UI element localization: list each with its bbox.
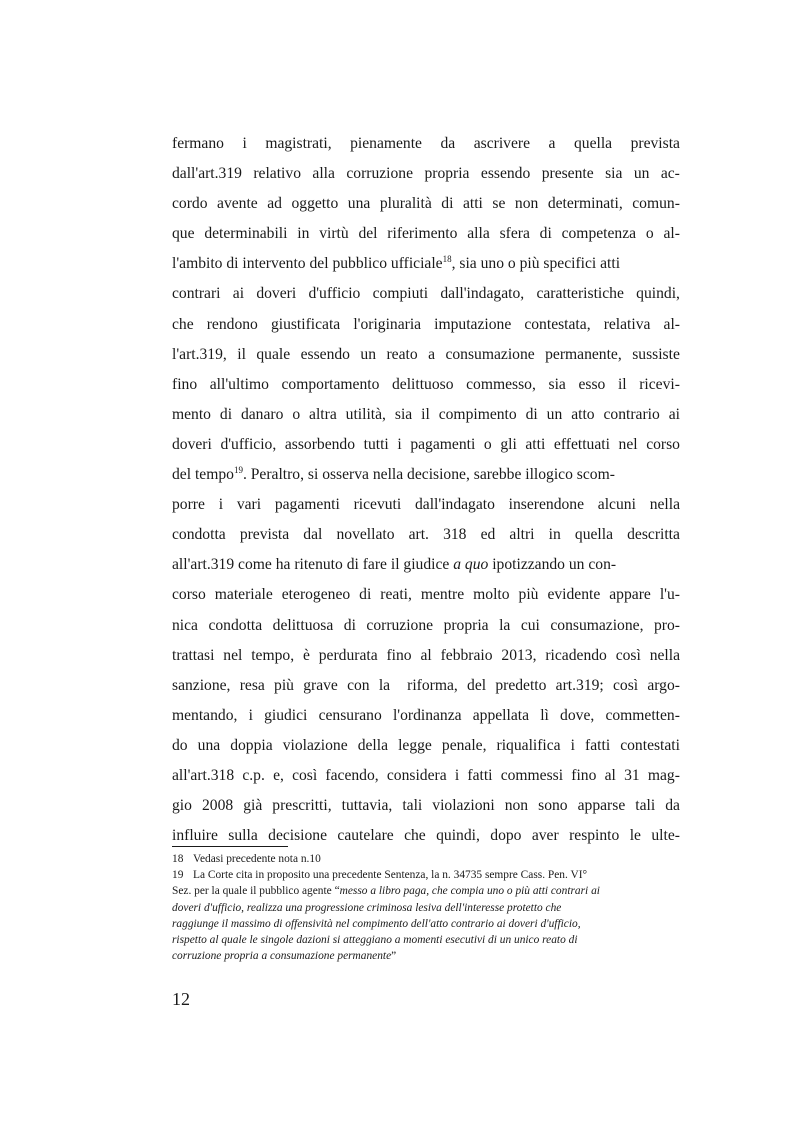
- word: reato: [386, 345, 418, 363]
- word: ulte-: [651, 827, 680, 845]
- word: assorbendo: [284, 435, 356, 453]
- body-line: [172, 490, 680, 520]
- word: gli: [500, 435, 517, 453]
- footnote-ref-19[interactable]: 19: [233, 464, 243, 475]
- body-text: [172, 129, 680, 851]
- word: giudici: [264, 706, 308, 724]
- word: fino: [172, 375, 198, 393]
- word: considera: [386, 766, 447, 784]
- footnote-number: 18: [172, 853, 184, 865]
- word: art.: [408, 526, 429, 544]
- word: essendo: [300, 345, 350, 363]
- word: tali: [635, 797, 656, 815]
- word: fino: [386, 646, 412, 664]
- word: fino: [571, 766, 597, 784]
- word: e,: [273, 766, 284, 784]
- word: violazione: [282, 736, 348, 754]
- word: non: [514, 195, 539, 213]
- word: pagamenti: [410, 435, 476, 453]
- word: all'ultimo: [209, 375, 269, 393]
- word: caratteristiche: [536, 285, 624, 303]
- word: sfera: [499, 225, 530, 243]
- word: doveri: [172, 435, 212, 453]
- footnotes: [172, 851, 684, 964]
- word: mentando,: [172, 706, 238, 724]
- word: ricevuti: [353, 496, 402, 514]
- word: che: [172, 315, 194, 333]
- word: mag-: [647, 766, 680, 784]
- word: un: [546, 405, 563, 423]
- body-line: [172, 701, 680, 731]
- word: effettuati: [553, 435, 610, 453]
- word: prescritti,: [272, 797, 332, 815]
- word: il: [237, 345, 246, 363]
- word: altra: [309, 405, 337, 423]
- word: dove,: [560, 706, 595, 724]
- word: quella: [573, 135, 613, 152]
- word: l'u-: [659, 586, 680, 604]
- word: più: [518, 586, 539, 604]
- word: contrari: [172, 285, 221, 303]
- footnote-19-line: [172, 900, 684, 916]
- word: un: [360, 345, 377, 363]
- word: tutti: [363, 435, 389, 453]
- word: riforma,: [399, 676, 458, 694]
- word: con: [347, 676, 370, 694]
- word: pagamenti: [274, 496, 340, 514]
- word: d'ufficio,: [220, 435, 277, 453]
- word: febbraio: [440, 646, 493, 664]
- body-line: [172, 340, 680, 370]
- word: da: [665, 797, 680, 815]
- word: al: [420, 646, 432, 664]
- word: condotta: [172, 526, 226, 544]
- word: predetto: [495, 676, 547, 694]
- word: lì: [540, 706, 549, 724]
- word: relativo: [253, 165, 301, 183]
- footnote-18: [172, 851, 684, 867]
- word: ricevi-: [639, 375, 680, 393]
- word: avente: [217, 195, 258, 213]
- word: pluralità: [379, 195, 432, 213]
- word: determinati,: [547, 195, 623, 213]
- word: essendo: [480, 165, 531, 183]
- word: vari: [236, 496, 262, 514]
- body-line: [172, 611, 680, 641]
- latin-phrase: a quo: [453, 556, 489, 574]
- word: quindi,: [636, 285, 680, 303]
- word: sia: [394, 405, 413, 423]
- body-line: [172, 279, 680, 309]
- body-line: [172, 430, 680, 460]
- word: materiale: [214, 586, 273, 604]
- word: respinto: [569, 827, 620, 845]
- word: atti: [462, 195, 483, 213]
- word: comportamento: [281, 375, 380, 393]
- word: sia: [548, 375, 566, 393]
- body-line: [172, 550, 680, 580]
- word: i: [397, 435, 402, 453]
- word: ai: [232, 285, 245, 303]
- word: fatti: [467, 766, 493, 784]
- body-line: [172, 580, 680, 610]
- word: fatti: [585, 736, 611, 754]
- word: i: [454, 766, 460, 784]
- word: il: [421, 405, 430, 423]
- word: la: [499, 616, 511, 634]
- footnote-quote: doveri d'ufficio, realizza una progressione criminosa lesiva dell'interesse protetto che: [172, 901, 562, 914]
- word: determinabili: [204, 225, 288, 243]
- footnote-19-line: [172, 932, 684, 948]
- word: dall'art.319: [172, 165, 242, 183]
- word: consumazione: [445, 345, 535, 363]
- word: corso: [172, 586, 206, 604]
- word: sono: [538, 797, 568, 815]
- body-text-run: . Peraltro, si osserva nella decisione, sarebbe illogico scom-: [242, 466, 615, 484]
- body-line: [172, 370, 680, 400]
- body-line: [172, 641, 680, 671]
- word: eterogeneo: [281, 586, 351, 604]
- word: tali: [402, 797, 423, 815]
- word: tuttavia,: [341, 797, 393, 815]
- word: la: [378, 676, 391, 694]
- footnote-quote: corruzione propria a consumazione permanente: [172, 950, 392, 963]
- body-text-run: , sia uno o più specifici atti: [451, 255, 621, 273]
- word: prevista: [630, 135, 680, 152]
- word: evidente: [547, 586, 601, 604]
- word: di: [539, 225, 552, 243]
- word: comun-: [632, 195, 680, 213]
- word: sulla: [228, 827, 258, 845]
- word: cui: [520, 616, 540, 634]
- word: atti: [525, 435, 546, 453]
- body-text-run: ipotizzando un con-: [488, 556, 617, 574]
- word: alcuni: [597, 496, 636, 514]
- word: che: [404, 827, 426, 845]
- word: appellata: [472, 706, 530, 724]
- word: contrario: [603, 405, 660, 423]
- body-line: [172, 249, 680, 279]
- word: i: [218, 496, 224, 514]
- word: aver: [531, 827, 559, 845]
- footnote-19-line: [172, 883, 684, 899]
- word: sia: [605, 165, 623, 183]
- word: appare: [609, 586, 651, 604]
- word: i: [248, 706, 253, 724]
- word: violazioni: [432, 797, 495, 815]
- word: quindi,: [436, 827, 480, 845]
- footnote-number: 19: [172, 869, 184, 882]
- word: dal: [303, 526, 323, 544]
- word: così: [292, 766, 318, 784]
- word: cordo: [172, 195, 208, 213]
- word: fermano: [172, 135, 224, 152]
- word: di: [441, 195, 454, 213]
- word: magistrati,: [265, 135, 332, 152]
- word: consumazione,: [550, 616, 644, 634]
- word: perdurata: [318, 646, 378, 664]
- footnote-19-line: [172, 948, 684, 964]
- word: le: [629, 827, 641, 845]
- word: imputazione: [434, 315, 512, 333]
- word: una: [197, 736, 221, 754]
- word: più: [274, 676, 294, 694]
- word: censurano: [318, 706, 382, 724]
- word: di: [359, 586, 372, 604]
- word: influire: [172, 827, 218, 845]
- body-line: [172, 310, 680, 340]
- footnote-quote: messo a libro paga, che compia uno o più atti contrari ai: [339, 885, 600, 898]
- body-line: [172, 189, 680, 219]
- word: contestati: [620, 736, 680, 754]
- word: nella: [649, 646, 680, 664]
- word: condotta: [208, 616, 263, 634]
- word: commessi: [500, 766, 564, 784]
- body-line: [172, 520, 680, 550]
- footnote-text: La Corte cita in proposito una precedente Sentenza, la n. 34735 sempre Cass. Pen. VI°: [193, 869, 588, 882]
- word: è: [302, 646, 310, 664]
- page-number: 12: [172, 989, 190, 1009]
- footnote-text: Sez. per la quale il pubblico agente “: [172, 885, 340, 898]
- body-line: [172, 460, 680, 490]
- word: nica: [172, 616, 198, 634]
- word: resa: [239, 676, 265, 694]
- word: delittuosa: [272, 616, 334, 634]
- body-text-run: all'art.319 come ha ritenuto di fare il giudice: [172, 556, 454, 574]
- word: quale: [256, 345, 291, 363]
- body-line: [172, 129, 680, 159]
- word: quella: [574, 526, 613, 544]
- word: a: [548, 135, 556, 152]
- word: descritta: [627, 526, 680, 544]
- word: mentre: [420, 586, 465, 604]
- word: o: [645, 225, 654, 243]
- word: ed: [480, 526, 496, 544]
- word: compiuti: [372, 285, 429, 303]
- word: ad: [267, 195, 282, 213]
- word: danaro: [240, 405, 284, 423]
- word: tempo,: [251, 646, 295, 664]
- word: gio: [172, 797, 192, 815]
- word: competenza: [561, 225, 637, 243]
- body-text-run: del tempo: [172, 466, 234, 484]
- word: corruzione: [346, 165, 414, 183]
- word: riferimento: [387, 225, 458, 243]
- word: pienamente: [350, 135, 422, 152]
- word: del: [467, 676, 487, 694]
- word: non: [504, 797, 529, 815]
- word: art.319;: [555, 676, 604, 694]
- word: trattasi: [172, 646, 215, 664]
- body-line: [172, 219, 680, 249]
- word: giustificata: [270, 315, 341, 333]
- word: 318: [443, 526, 467, 544]
- word: do: [172, 736, 188, 754]
- word: del: [358, 225, 378, 243]
- word: corruzione: [366, 616, 434, 634]
- word: dall'indagato: [415, 496, 495, 514]
- word: già: [243, 797, 263, 815]
- word: di: [219, 405, 233, 423]
- word: utilità,: [345, 405, 386, 423]
- footnote-text: ”: [391, 950, 397, 963]
- word: atto: [571, 405, 595, 423]
- word: nella: [649, 496, 680, 514]
- word: facendo,: [325, 766, 379, 784]
- word: al-: [663, 315, 680, 333]
- word: 2008: [201, 797, 234, 815]
- word: grave: [303, 676, 338, 694]
- word: al-: [663, 225, 680, 243]
- word: all'art.318: [172, 766, 235, 784]
- word: riqualifica: [496, 736, 561, 754]
- word: novellato: [336, 526, 395, 544]
- word: altri: [509, 526, 535, 544]
- word: così: [612, 676, 639, 694]
- word: in: [297, 225, 310, 243]
- word: l'originaria: [353, 315, 422, 333]
- word: doppia: [230, 736, 273, 754]
- word: al: [604, 766, 616, 784]
- footnote-quote: rispetto al quale le singole dazioni si atteggiano a momenti esecutivi di un unico reato di: [172, 934, 578, 947]
- word: sussiste: [632, 345, 680, 363]
- word: legge: [398, 736, 432, 754]
- word: apparse: [577, 797, 626, 815]
- word: ac-: [660, 165, 680, 183]
- word: que: [172, 225, 195, 243]
- word: così: [615, 646, 641, 664]
- word: decisione: [268, 827, 328, 845]
- word: da: [440, 135, 456, 152]
- word: o: [483, 435, 492, 453]
- footnote-ref-18[interactable]: 18: [442, 254, 452, 265]
- word: l'art.319,: [172, 345, 227, 363]
- body-line: [172, 671, 680, 701]
- word: nel: [223, 646, 243, 664]
- word: inserendone: [508, 496, 585, 514]
- word: delittuoso: [392, 375, 454, 393]
- word: l'ordinanza: [392, 706, 462, 724]
- word: permanente,: [545, 345, 622, 363]
- word: propria: [443, 616, 489, 634]
- word: i: [242, 135, 247, 152]
- word: molto: [473, 586, 510, 604]
- word: oggetto: [291, 195, 339, 213]
- word: propria: [424, 165, 470, 183]
- word: di: [525, 405, 538, 423]
- footnote-quote: raggiunge il massimo di offensività nel compimento dell'atto contrario ai doveri d'ufficio,: [172, 917, 581, 930]
- footnote-19-line: [172, 916, 684, 932]
- word: di: [343, 616, 356, 634]
- word: esso: [578, 375, 606, 393]
- word: 31: [624, 766, 640, 784]
- word: corso: [646, 435, 680, 453]
- word: il: [617, 375, 627, 393]
- word: contestata,: [524, 315, 591, 333]
- word: se: [492, 195, 506, 213]
- word: una: [347, 195, 371, 213]
- word: alla: [467, 225, 490, 243]
- body-line: [172, 159, 680, 189]
- word: d'ufficio: [308, 285, 361, 303]
- body-line: [172, 791, 680, 821]
- footnote-separator: [172, 846, 288, 847]
- word: penale,: [441, 736, 487, 754]
- word: della: [357, 736, 389, 754]
- body-line: [172, 731, 680, 761]
- footnote-text: Vedasi precedente nota n.10: [193, 853, 321, 865]
- word: commesso,: [466, 375, 536, 393]
- word: mento: [172, 405, 211, 423]
- body-text-run: l'ambito di intervento del pubblico ufficiale: [172, 255, 443, 273]
- word: doveri: [256, 285, 297, 303]
- word: c.p.: [242, 766, 265, 784]
- word: reati,: [380, 586, 412, 604]
- word: cautelare: [337, 827, 394, 845]
- word: alla: [312, 165, 335, 183]
- word: prevista: [239, 526, 290, 544]
- word: i: [570, 736, 575, 754]
- word: dopo: [490, 827, 522, 845]
- word: dall'indagato,: [440, 285, 525, 303]
- word: ai: [668, 405, 680, 423]
- word: a: [428, 345, 436, 363]
- body-line: [172, 400, 680, 430]
- word: presente: [541, 165, 594, 183]
- word: virtù: [319, 225, 349, 243]
- word: nel: [618, 435, 638, 453]
- word: pro-: [653, 616, 680, 634]
- word: argo-: [647, 676, 680, 694]
- word: rendono: [206, 315, 258, 333]
- word: o: [292, 405, 301, 423]
- word: compimento: [438, 405, 517, 423]
- word: porre: [172, 496, 205, 514]
- word: 2013,: [501, 646, 537, 664]
- word: commetten-: [605, 706, 680, 724]
- word: sanzione,: [172, 676, 231, 694]
- word: relativa: [603, 315, 651, 333]
- word: un: [633, 165, 650, 183]
- body-line: [172, 761, 680, 791]
- word: in: [548, 526, 561, 544]
- word: ascrivere: [473, 135, 531, 152]
- footnote-19: [172, 867, 684, 883]
- word: ricadendo: [545, 646, 607, 664]
